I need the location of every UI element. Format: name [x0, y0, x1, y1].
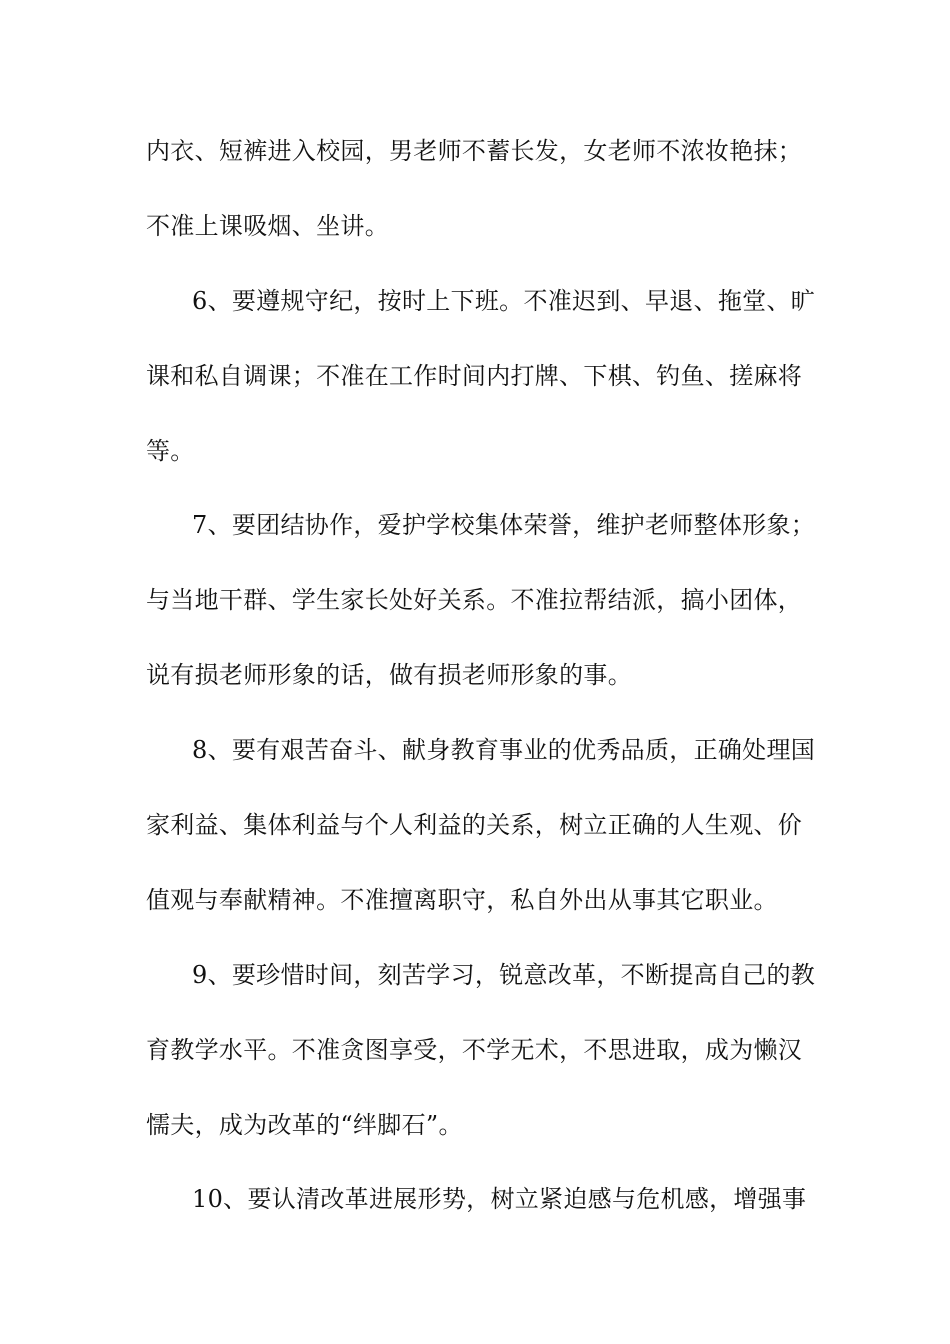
paragraph-6-line-1: 6、要遵规守纪，按时上下班。不准迟到、早退、拖堂、旷 [192, 287, 816, 315]
paragraph-9-line-3: 懦夫，成为改革的“绊脚石”。 [146, 1111, 463, 1139]
paragraph-7-line-2: 与当地干群、学生家长处好关系。不准拉帮结派，搞小团体， [146, 586, 803, 614]
paragraph-9-line-2: 育教学水平。不准贪图享受，不学无术，不思进取，成为懒汉 [146, 1036, 803, 1064]
paragraph-7-line-3: 说有损老师形象的话，做有损老师形象的事。 [146, 661, 632, 689]
paragraph-6-line-2: 课和私自调课；不准在工作时间内打牌、下棋、钓鱼、搓麻将 [146, 362, 803, 390]
paragraph-10-line-1: 10、要认清改革进展形势，树立紧迫感与危机感，增强事 [192, 1185, 807, 1213]
text-line-2: 不准上课吸烟、坐讲。 [146, 212, 389, 240]
paragraph-6-line-3: 等。 [146, 437, 195, 465]
paragraph-9-line-1: 9、要珍惜时间，刻苦学习，锐意改革，不断提高自己的教 [192, 961, 816, 989]
paragraph-8-line-2: 家利益、集体利益与个人利益的关系，树立正确的人生观、价 [146, 811, 803, 839]
paragraph-8-line-1: 8、要有艰苦奋斗、献身教育事业的优秀品质，正确处理国 [192, 736, 816, 764]
paragraph-7-line-1: 7、要团结协作，爱护学校集体荣誉，维护老师整体形象； [192, 511, 816, 539]
text-line-1: 内衣、短裤进入校园，男老师不蓄长发，女老师不浓妆艳抹； [146, 137, 803, 165]
paragraph-8-line-3: 值观与奉献精神。不准擅离职守，私自外出从事其它职业。 [146, 886, 778, 914]
